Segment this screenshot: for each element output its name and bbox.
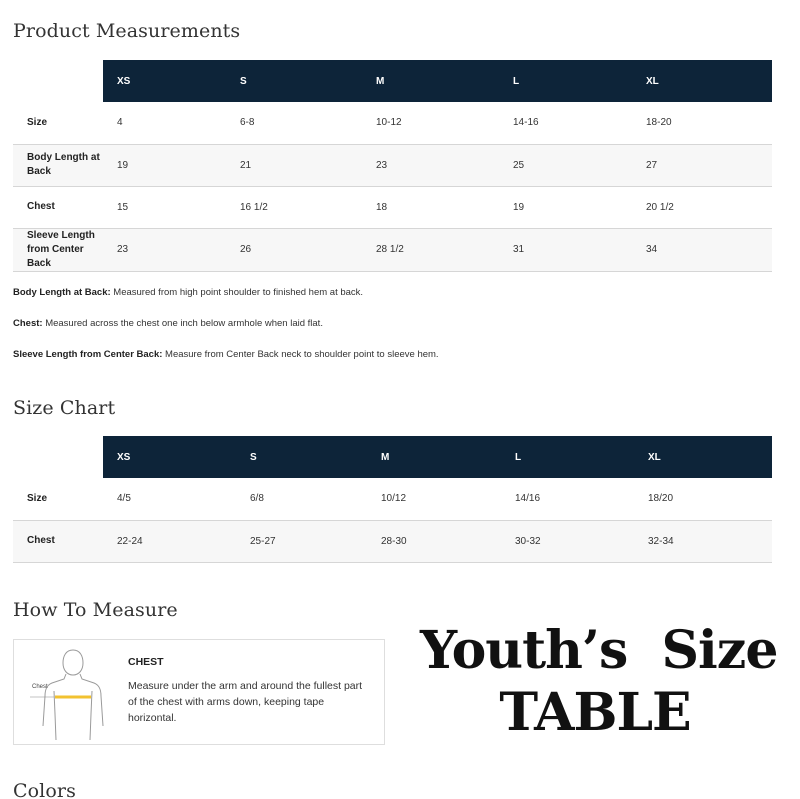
table-cell: 25 [499, 144, 632, 186]
youth-size-table-banner [420, 620, 778, 744]
how-to-measure-title: How To Measure [13, 599, 178, 621]
header-corner [13, 60, 103, 102]
table-cell: 18/20 [634, 478, 772, 520]
header-corner [13, 436, 103, 478]
table-cell: 23 [362, 144, 499, 186]
table-row [13, 520, 772, 562]
row-label: Sleeve Length from Center Back [13, 228, 103, 271]
table-cell: 10-12 [362, 102, 499, 144]
figure-label: Chest [32, 684, 48, 690]
size-chart-title: Size Chart [13, 397, 116, 419]
table-cell: 28 1/2 [362, 228, 499, 271]
table-row [13, 478, 772, 520]
table-cell: 21 [226, 144, 362, 186]
size-header-xs: XS [103, 436, 236, 478]
size-header-s: S [236, 436, 367, 478]
table-header-row [13, 436, 772, 478]
row-label: Chest [13, 186, 103, 228]
table-cell: 32-34 [634, 520, 772, 562]
table-cell: 18 [362, 186, 499, 228]
table-cell: 18-20 [632, 102, 772, 144]
row-label: Size [13, 478, 103, 520]
table-cell: 6-8 [226, 102, 362, 144]
note-chest [13, 318, 323, 329]
table-cell: 27 [632, 144, 772, 186]
note-term: Body Length at Back: [13, 287, 111, 298]
table-cell: 22-24 [103, 520, 236, 562]
size-header-xl: XL [632, 60, 772, 102]
table-cell: 19 [499, 186, 632, 228]
size-header-m: M [367, 436, 501, 478]
colors-title: Colors [13, 780, 76, 799]
table-row [13, 228, 772, 271]
body-outline-icon [28, 646, 118, 740]
table-cell: 34 [632, 228, 772, 271]
size-header-m: M [362, 60, 499, 102]
table-cell: 26 [226, 228, 362, 271]
table-cell: 15 [103, 186, 226, 228]
row-label: Chest [13, 520, 103, 562]
table-cell: 20 1/2 [632, 186, 772, 228]
note-text: Measure from Center Back neck to shoulder point to sleeve hem. [162, 349, 439, 360]
table-cell: 14/16 [501, 478, 634, 520]
table-cell: 14-16 [499, 102, 632, 144]
product-measurements-table [13, 60, 772, 272]
table-cell: 30-32 [501, 520, 634, 562]
size-header-s: S [226, 60, 362, 102]
table-row [13, 144, 772, 186]
measure-card-chest [13, 639, 385, 745]
table-cell: 10/12 [367, 478, 501, 520]
table-row [13, 102, 772, 144]
table-cell: 28-30 [367, 520, 501, 562]
measure-item-description: Measure under the arm and around the fullest part of the chest with arms down, keeping tape horizontal. [128, 680, 363, 724]
note-text: Measured across the chest one inch below armhole when laid flat. [42, 318, 323, 329]
note-term: Sleeve Length from Center Back: [13, 349, 163, 360]
size-header-l: L [499, 60, 632, 102]
note-text: Measured from high point shoulder to finished hem at back. [110, 287, 364, 298]
row-label: Body Length at Back [13, 144, 103, 186]
note-sleeve-length [13, 349, 439, 360]
table-cell: 4/5 [103, 478, 236, 520]
table-cell: 6/8 [236, 478, 367, 520]
size-header-xl: XL [634, 436, 772, 478]
product-measurements-title: Product Measurements [13, 20, 241, 42]
table-cell: 23 [103, 228, 226, 271]
row-label: Size [13, 102, 103, 144]
banner-line-2: TABLE [499, 682, 691, 743]
measure-item-title: CHEST [128, 656, 164, 668]
table-cell: 4 [103, 102, 226, 144]
size-header-xs: XS [103, 60, 226, 102]
size-header-l: L [501, 436, 634, 478]
size-chart-table [13, 436, 772, 563]
banner-line-1: Youth’s Size [420, 620, 778, 681]
table-cell: 19 [103, 144, 226, 186]
note-term: Chest: [13, 318, 43, 329]
note-body-length [13, 287, 363, 298]
table-cell: 16 1/2 [226, 186, 362, 228]
table-cell: 31 [499, 228, 632, 271]
table-cell: 25-27 [236, 520, 367, 562]
table-header-row [13, 60, 772, 102]
table-row [13, 186, 772, 228]
